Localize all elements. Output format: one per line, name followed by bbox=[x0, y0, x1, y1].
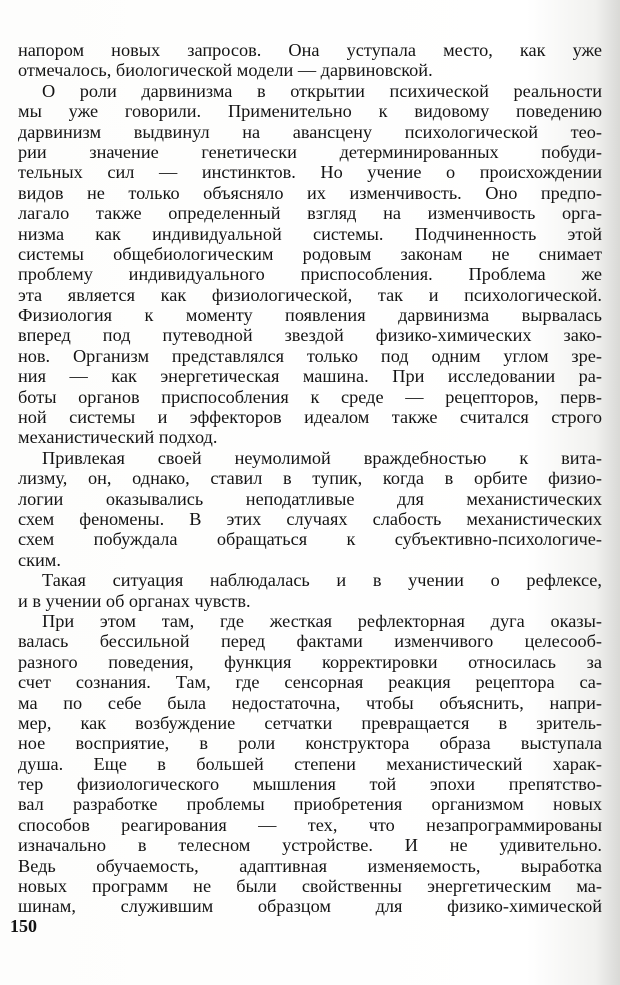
text-line: Физиология к моменту появления дарвинизма вырвалась bbox=[18, 305, 602, 326]
text-line: ной системы и эффекторов идеалом также считался строго bbox=[18, 407, 602, 428]
text-line: напором новых запросов. Она уступала место, как уже bbox=[18, 40, 602, 60]
text-line: валась бессильной перед фактами изменчивого целесооб- bbox=[18, 631, 602, 652]
text-line: и в учении об органах чувств. bbox=[18, 590, 251, 611]
text-line: способов реагирования — тех, что незапрограммированы bbox=[18, 814, 602, 835]
text-line: логии оказывались неподатливые для механистических bbox=[18, 488, 602, 509]
text-line: изначально в телесном устройстве. И не удивительно. bbox=[18, 835, 602, 856]
text-line: проблему индивидуального приспособления. Проблема же bbox=[18, 264, 602, 285]
text-line: видов не только объясняло их изменчивость. Оно предпо- bbox=[18, 182, 602, 203]
text-line: рии значение генетически детерминированных побуди- bbox=[18, 141, 602, 162]
text-line: дарвинизм выдвинул на авансцену психологической тео- bbox=[18, 121, 602, 142]
text-line: низма как индивидуальной системы. Подчиненность этой bbox=[18, 223, 602, 244]
paragraph bbox=[18, 570, 602, 611]
text-line: ное восприятие, в роли конструктора образа выступала bbox=[18, 733, 602, 754]
page-number: 150 bbox=[10, 916, 37, 936]
text-line: тер физиологического мышления той эпохи препятство- bbox=[18, 774, 602, 795]
text-line: мер, как возбуждение сетчатки превращается в зритель- bbox=[18, 712, 602, 733]
text-line: системы общебиологическим родовым законам не снимает bbox=[18, 243, 602, 264]
text-line: тельных сил — инстинктов. Но учение о происхождении bbox=[18, 162, 602, 183]
text-line: схем побуждала обращаться к субъективно-психологиче- bbox=[18, 529, 602, 550]
paragraph bbox=[18, 448, 602, 570]
text-line: новых программ не были свойственны энергетическим ма- bbox=[18, 876, 602, 897]
paragraph bbox=[18, 40, 602, 81]
text-line: О роли дарвинизма в открытии психической реальности bbox=[42, 80, 602, 101]
text-line: вперед под путеводной звездой физико-химических зако- bbox=[18, 325, 602, 346]
text-line: душа. Еще в большей степени механистический харак- bbox=[18, 753, 602, 774]
text-line: счет сознания. Там, где сенсорная реакция рецептора са- bbox=[18, 672, 602, 693]
text-line: нов. Организм представлялся только под одним углом зре- bbox=[18, 345, 602, 366]
text-line: механистический подход. bbox=[18, 427, 218, 448]
text-line: схем феномены. В этих случаях слабость механистических bbox=[18, 508, 602, 529]
text-line: шинам, служившим образцом для физико-химической bbox=[18, 896, 602, 917]
text-line: Ведь обучаемость, адаптивная изменяемость, выработка bbox=[18, 855, 602, 876]
text-line: Такая ситуация наблюдалась и в учении о рефлексе, bbox=[42, 570, 602, 591]
body-text bbox=[18, 40, 602, 917]
text-line: ния — как энергетическая машина. При исследовании ра- bbox=[18, 366, 602, 387]
text-line: ма по себе была недостаточна, чтобы объяснить, напри- bbox=[18, 692, 602, 713]
text-line: Привлекая своей неумолимой враждебностью к вита- bbox=[42, 447, 602, 468]
text-line: мы уже говорили. Применительно к видовому поведению bbox=[18, 101, 602, 122]
text-line: вал разработке проблемы приобретения организмом новых bbox=[18, 794, 602, 815]
text-line: лизму, он, однако, ставил в тупик, когда в орбите физио- bbox=[18, 468, 602, 489]
text-line: эта является как физиологической, так и психологической. bbox=[18, 284, 602, 305]
paragraph bbox=[18, 81, 602, 448]
text-line: разного поведения, функция корректировки относилась за bbox=[18, 651, 602, 672]
text-line: ским. bbox=[18, 549, 61, 570]
text-line: отмечалось, биологической модели — дарвиновской. bbox=[18, 60, 433, 81]
text-line: При этом там, где жесткая рефлекторная дуга оказы- bbox=[42, 610, 602, 631]
paragraph bbox=[18, 611, 602, 917]
text-line: лагало также определенный взгляд на изменчивость орга- bbox=[18, 203, 602, 224]
text-line: боты органов приспособления к среде — рецепторов, перв- bbox=[18, 386, 602, 407]
